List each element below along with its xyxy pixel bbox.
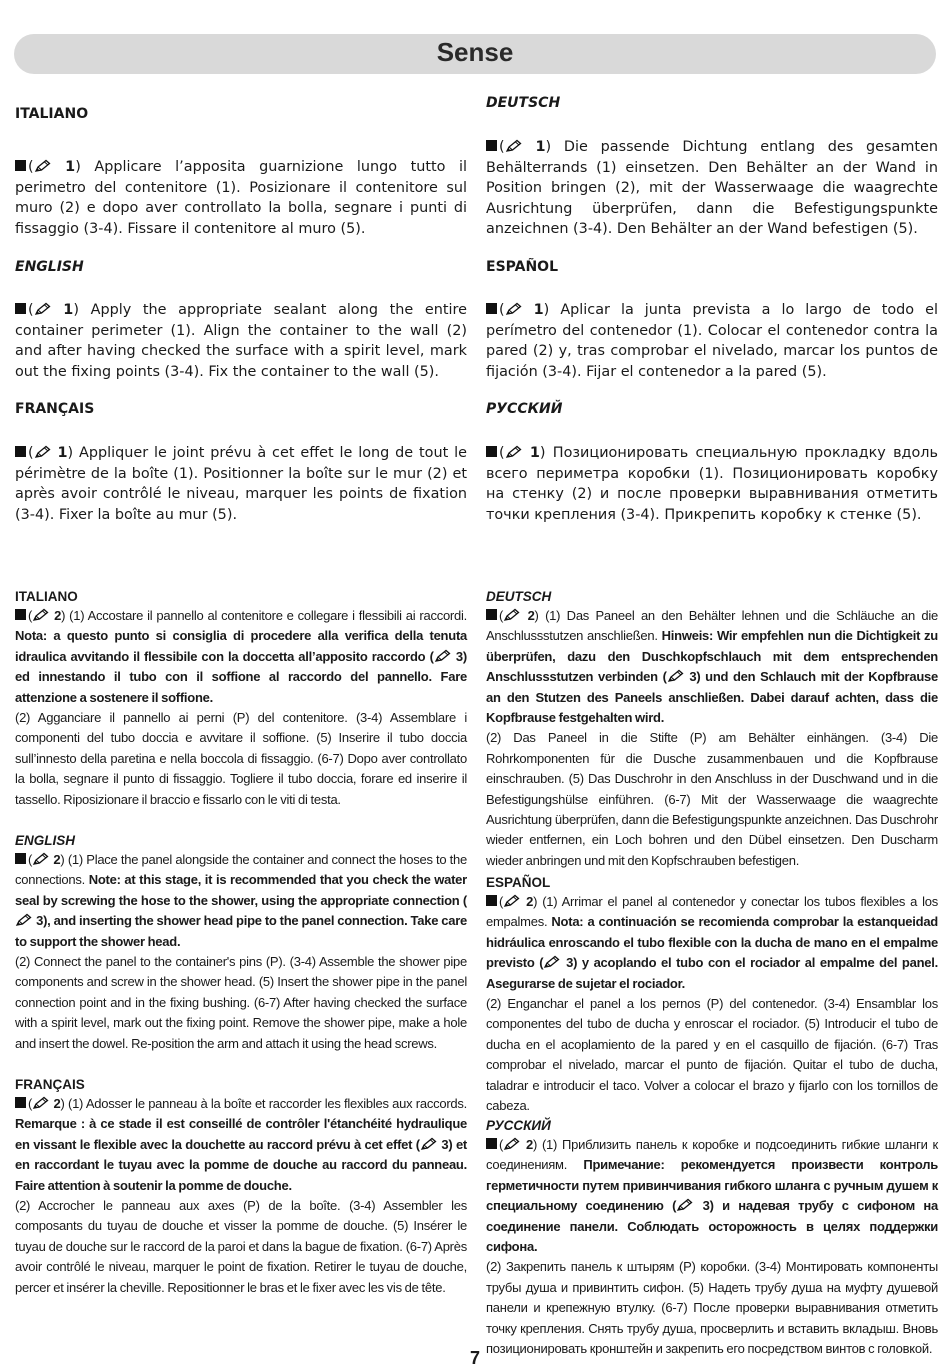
step2-deutsch: ( 2) (1) Das Paneel an den Behälter lehnen und die Schläuche an die Anschlussstutzen anschließen. Hinweis: Wir empfehlen nun die Dichtigkeit zu überprüfen, dazu den Duschkopfschlauch mit dem entsprechenden Anschlussstutzen verbinden ( 3) und den Schlauch mit der Kopfbrause an den Stutzen des Paneels anschließen. Dabei darauf achten, dass die Kopfbrause festgehalten wird. (486, 608, 938, 726)
lang-heading-italiano: ITALIANO (15, 589, 78, 604)
bullet-square-icon (15, 1097, 26, 1108)
bullet-square-icon (15, 853, 26, 864)
step2-english: ( 2) (1) Place the panel alongside the container and connect the hoses to the connections. Note: at this stage, it is recommended that you check the water seal by screwing the hose to the shower, using the appropriate connection ( 3), and inserting the shower head pipe to the panel connection. Take care to support the shower head. (15, 852, 467, 949)
section-top-francais (15, 401, 467, 418)
step1-text: Appliquer le joint prévu à cet effet le long de tout le périmètre de la boîte (1). Positionner la boîte sur le mur (2) et après avoir contrôlé le niveau, marquer les points de fixation (3-4). Fixer la boîte au mur (5). (15, 445, 467, 523)
step1-text: Apply the appropriate sealant along the entire container perimeter (1). Align the container to the wall (2) and after having checked the surface with a spirit level, mark out the fixing points (3-4). Fix the container to the wall (5). (15, 302, 467, 380)
pencil-icon (34, 159, 52, 173)
pencil-icon (505, 445, 523, 459)
pencil-icon (32, 852, 50, 866)
lang-heading-espanol: ESPAÑOL (486, 875, 551, 890)
section-top-deutsch (486, 95, 938, 112)
pencil-icon (15, 913, 33, 927)
bullet-square-icon (15, 160, 26, 171)
pencil-icon (34, 445, 52, 459)
step2-espanol-rest: (2) Enganchar el panel a los pernos (P) del contenedor. (3-4) Ensamblar los componentes del tubo de ducha y enroscar el rociador. (5) Introducir el tubo de ducha en el acoplamiento de la pared y en el casquillo de fijación. (6-7) Tras comprobar el nivelado, marcar el punto de fijación. Quitar el tubo de ducha, taladrar e introducir el taco. Volver a colocar el brazo y fijarlo con los tornillos de cabeza. (486, 996, 938, 1114)
step2-espanol: ( 2) (1) Arrimar el panel al contenedor y conectar los tubos flexibles a los empalmes. Nota: a continuación se recomienda comprobar la estanqueidad hidráulica enroscando el tubo flexible con la ducha de mano en el empalme previsto ( 3) y acoplando el tubo con el rociador al empalme del panel. Asegurarse de sujetar el rociador. (486, 894, 938, 991)
pencil-icon (505, 139, 523, 153)
lang-heading-francais: FRANÇAIS (15, 1077, 85, 1092)
step1-text: Aplicar la junta prevista a lo largo de todo el perímetro del contenedor (1). Colocar el contenedor contra la pared (2) y, tras comprobar el nivelado, marcar los puntos de fijación (3-4). Fijar el contenedor a la pared (5). (486, 302, 938, 380)
step2-english-rest: (2) Connect the panel to the container's pins (P). (3-4) Assemble the shower pipe components and screw in the shower head. (5) Insert the shower pipe in the panel connection point and in the fixing bushing. (6-7) After having checked the surface with a spirit level, mark out the fixing point. Remove the shower pipe, make a hole and insert the dowel. Re-position the arm and attach it using the head screws. (15, 954, 467, 1051)
bullet-square-icon (486, 303, 497, 314)
step2-deutsch-rest: (2) Das Paneel in die Stifte (P) am Behälter einhängen. (3-4) Die Rohrkomponenten für die Dusche zusammenbauen und die Kopfbrause einschrauben. (5) Das Duschrohr in den Anschluss in der Duschwand und in die Befestigungshülse einführen. (6-7) Mit der Wasserwaage die waagrechte Ausrichtung überprüfen, dann die Befestigungspunkte anzeichnen. Das Duschrohr wieder entfernen, ein Loch bohren und den Dübel einsetzen. Den Duscharm wieder anbringen und mit den Kopfschrauben befestigen. (486, 730, 938, 868)
section-bottom-francais (15, 1076, 467, 1298)
pencil-icon (505, 302, 523, 316)
lang-heading-deutsch: DEUTSCH (486, 589, 552, 604)
lang-heading-english: ENGLISH (15, 259, 84, 275)
step2-francais: ( 2) (1) Adosser le panneau à la boîte et raccorder les flexibles aux raccords. Remarque : à ce stade il est conseillé de contrôler l'étanchéité hydraulique en vissant le flexible avec la douchette au raccord prévu à cet effet ( 3) et en raccordant le tuyau avec la pomme de douche au raccord du panneau. Faire attention à soutenir la pomme de douche. (15, 1096, 468, 1193)
lang-heading-espanol: ESPAÑOL (486, 259, 558, 275)
pencil-icon (32, 1096, 50, 1110)
section-top-espanol (486, 259, 938, 276)
pencil-icon (503, 894, 521, 908)
bullet-square-icon (15, 609, 26, 620)
step1-text: Позиционировать специальную прокладку вдоль всего периметра коробки (1). Позиционировать коробку на стенку (2) и после проверки выравнивания отметить точки крепления (3-4). Прикрепить коробку к стенке (5). (486, 445, 938, 523)
bullet-square-icon (486, 140, 497, 151)
lang-heading-italiano: ITALIANO (15, 106, 89, 122)
section-top-italiano (15, 106, 467, 123)
pencil-icon (667, 669, 685, 683)
step1-text: Die passende Dichtung entlang des gesamten Behälterrands (1) einsetzen. Den Behälter an der Wand in Position bringen (2), mit der Wasserwaage die waagrechte Ausrichtung überprüfen, dann die Befestigungspunkte anzeichnen (3-4). Den Behälter an der Wand befestigen (5). (486, 139, 938, 238)
step1-english: ( 1) Apply the appropriate sealant along the entire container perimeter (1). Align the container to the wall (2) and after having checked the surface with a spirit level, mark out the fixing points (3-4). Fix the container to the wall (5). (15, 302, 467, 380)
section-bottom-english (15, 832, 467, 1054)
section-bottom-italiano (15, 588, 467, 810)
step1-italiano: ( 1) Applicare l’apposita guarnizione lungo tutto il perimetro del contenitore (1). Posizionare il contenitore sul muro (2) e dopo aver controllato la bolla, segnare i punti di fissaggio (3-4). Fissare il contenitore al muro (5). (15, 159, 467, 237)
pencil-icon (32, 608, 50, 622)
section-bottom-deutsch (486, 588, 938, 871)
pencil-icon (676, 1198, 694, 1212)
page-number: 7 (469, 1348, 480, 1368)
bullet-square-icon (486, 609, 497, 620)
step1-deutsch: ( 1) Die passende Dichtung entlang des gesamten Behälterrands (1) einsetzen. Den Behälter an der Wand in Position bringen (2), mit der Wasserwaage die waagrechte Ausrichtung überprüfen, dann die Befestigungspunkte anzeichnen (3-4). Den Behälter an der Wand befestigen (5). (486, 139, 938, 238)
bullet-square-icon (486, 895, 497, 906)
step2-russkiy-rest: (2) Закрепить панель к штырям (P) коробки. (3-4) Монтировать компоненты трубы душа и привинтить сифон. (5) Надеть трубу душа на муфту душевой панели и крепежную втулку. (6-7) После проверки выравнивания отметить точку крепления. Снять трубу душа, просверлить и вставить вкладыш. Вновь позиционировать кронштейн и закрепить его посредством винтов с головкой. (486, 1259, 938, 1357)
pencil-icon (503, 1137, 521, 1151)
page-title: Sense (436, 37, 514, 67)
bullet-square-icon (486, 446, 497, 457)
step2-italiano: ( 2) (1) Accostare il pannello al contenitore e collegare i flessibili ai raccordi. Nota: a questo punto si consiglia di procedere alla verifica della tenuta idraulica avvitando il flessibile con la doccetta all’apposito raccordo ( 3) ed innestando il tubo con il soffione al raccordo del pannello. Fare attenzione a sostenere il soffione. (15, 608, 467, 705)
lang-heading-deutsch: DEUTSCH (486, 95, 561, 111)
step1-francais: ( 1) Appliquer le joint prévu à cet effet le long de tout le périmètre de la boîte (1). Positionner la boîte sur le mur (2) et après avoir contrôlé le niveau, marquer les points de fixation (3-4). Fixer la boîte au mur (5). (15, 445, 467, 523)
step1-text: Applicare l’apposita guarnizione lungo tutto il perimetro del contenitore (1). Posizionare il contenitore sul muro (2) e dopo aver controllato la bolla, segnare i punti di fissaggio (3-4). Fissare il contenitore al muro (5). (15, 159, 467, 237)
step2-francais-rest: (2) Accrocher le panneau aux axes (P) de la boîte. (3-4) Assembler les composants du tuyau de douche et visser la pomme de douche. (5) Insérer le tuyau de douche sur le raccord de la paroi et dans la bague de fixation. (6-7) Après avoir contrôlé le niveau, marquer le point de fixation. Retirer le tuyau de douche, percer et insérer la cheville. Repositionner le bras et le fixer avec les vis de tête. (15, 1198, 467, 1295)
step2-russkiy: ( 2) (1) Приблизить панель к коробке и подсоединить гибкие шланги к соединениям. Примечание: рекомендуется произвести контроль герметичности путем привинчивания гибкого шланга с ручным душем к специальному соединению ( 3) и надевая трубу с сифоном на соединение панели. Соблюдать осторожность в целях поддержки сифона. (486, 1137, 938, 1255)
step2-italiano-rest: (2) Agganciare il pannello ai perni (P) del contenitore. (3-4) Assemblare i componenti del tubo doccia e avvitare il soffione. (5) Inserire il tubo doccia sull’innesto della paretina e nella boccola di fissaggio. (6-7) Dopo aver controllato la bolla, segnare il punto di fissaggio. Togliere il tubo doccia, forare ed inserire il tassello. Riposizionare il braccio e fissarlo con le viti di testa. (15, 710, 467, 807)
lang-heading-english: ENGLISH (15, 833, 76, 848)
step1-espanol: ( 1) Aplicar la junta prevista a lo largo de todo el perímetro del contenedor (1). Colocar el contenedor contra la pared (2) y, tras comprobar el nivelado, marcar los puntos de fijación (3-4). Fijar el contenedor a la pared (5). (486, 302, 938, 380)
bullet-square-icon (15, 303, 26, 314)
lang-heading-francais: FRANÇAIS (15, 401, 95, 417)
lang-heading-russkiy: РУССКИЙ (486, 401, 563, 417)
bullet-square-icon (486, 1138, 497, 1149)
section-top-english (15, 259, 467, 276)
section-bottom-espanol (486, 874, 938, 1116)
pencil-icon (543, 955, 561, 969)
section-top-russkiy (486, 401, 938, 418)
section-bottom-russkiy (486, 1117, 938, 1359)
pencil-icon (503, 608, 521, 622)
pencil-icon (420, 1137, 438, 1151)
pencil-icon (34, 302, 52, 316)
step1-russkiy: ( 1) Позиционировать специальную прокладку вдоль всего периметра коробки (1). Позиционировать коробку на стенку (2) и после проверки выравнивания отметить точки крепления (3-4). Прикрепить коробку к стенке (5). (486, 445, 938, 523)
page-header-bar (14, 34, 936, 74)
bullet-square-icon (15, 446, 26, 457)
pencil-icon (434, 649, 452, 663)
lang-heading-russkiy: РУССКИЙ (486, 1118, 551, 1133)
